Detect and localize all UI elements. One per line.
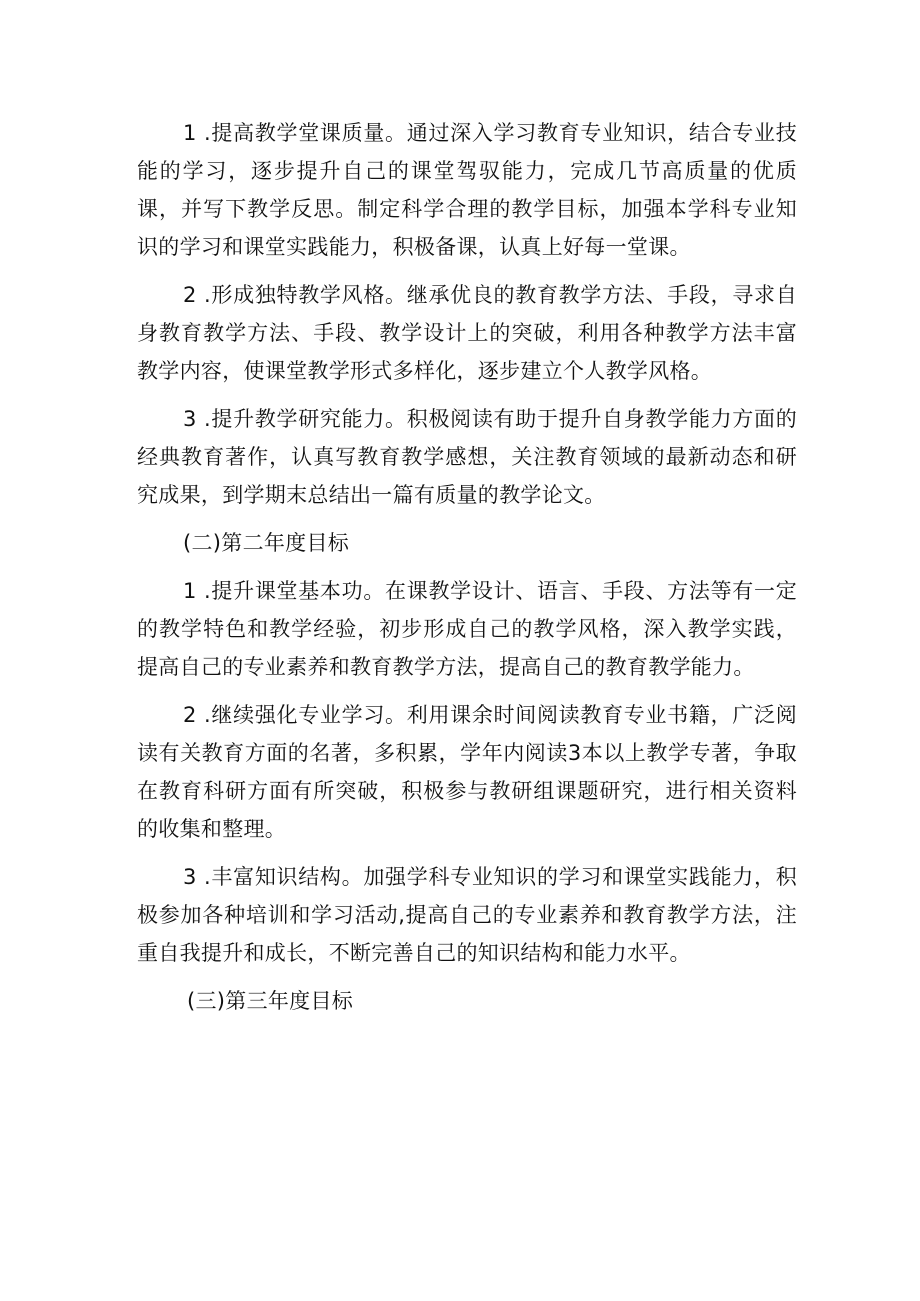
section-heading-year3: (三)第三年度目标 (187, 989, 354, 1013)
paragraph-year1-item1: 1 .提高教学堂课质量。通过深入学习教育专业知识，结合专业技能的学习，逐步提升自己的课堂驾驭能力，完成几节高质量的优质课，并写下教学反思。制定科学合理的教学目标，加强本学科专业知识的学习和课堂实践能力，积极备课，认真上好每一堂课。 (137, 121, 797, 259)
paragraph-year2-item3: 3 .丰富知识结构。加强学科专业知识的学习和课堂实践能力，积极参加各种培训和学习活动,提高自己的专业素养和教育教学方法，注重自我提升和成长，不断完善自己的知识结构和能力水平。 (137, 865, 797, 965)
paragraph-year2-item2: 2 .继续强化专业学习。利用课余时间阅读教育专业书籍，广泛阅读有关教育方面的名著，多积累，学年内阅读3本以上教学专著，争取在教育科研方面有所突破，积极参与教研组课题研究，进行相关资料的收集和整理。 (137, 703, 797, 841)
document-body (137, 114, 797, 1030)
paragraph-year2-item1: 1 .提升课堂基本功。在课教学设计、语言、手段、方法等有一定的教学特色和教学经验，初步形成自己的教学风格，深入教学实践，提高自己的专业素养和教育教学方法，提高自己的教育教学能力。 (137, 579, 797, 679)
paragraph-year1-item2: 2 .形成独特教学风格。继承优良的教育教学方法、手段，寻求自身教育教学方法、手段、教学设计上的突破，利用各种教学方法丰富教学内容，使课堂教学形式多样化，逐步建立个人教学风格。 (137, 283, 797, 383)
section-heading-year2: (二)第二年度目标 (183, 531, 350, 555)
paragraph-year1-item3: 3 .提升教学研究能力。积极阅读有助于提升自身教学能力方面的经典教育著作，认真写教育教学感想，关注教育领域的最新动态和研究成果，到学期末总结出一篇有质量的教学论文。 (137, 407, 797, 507)
